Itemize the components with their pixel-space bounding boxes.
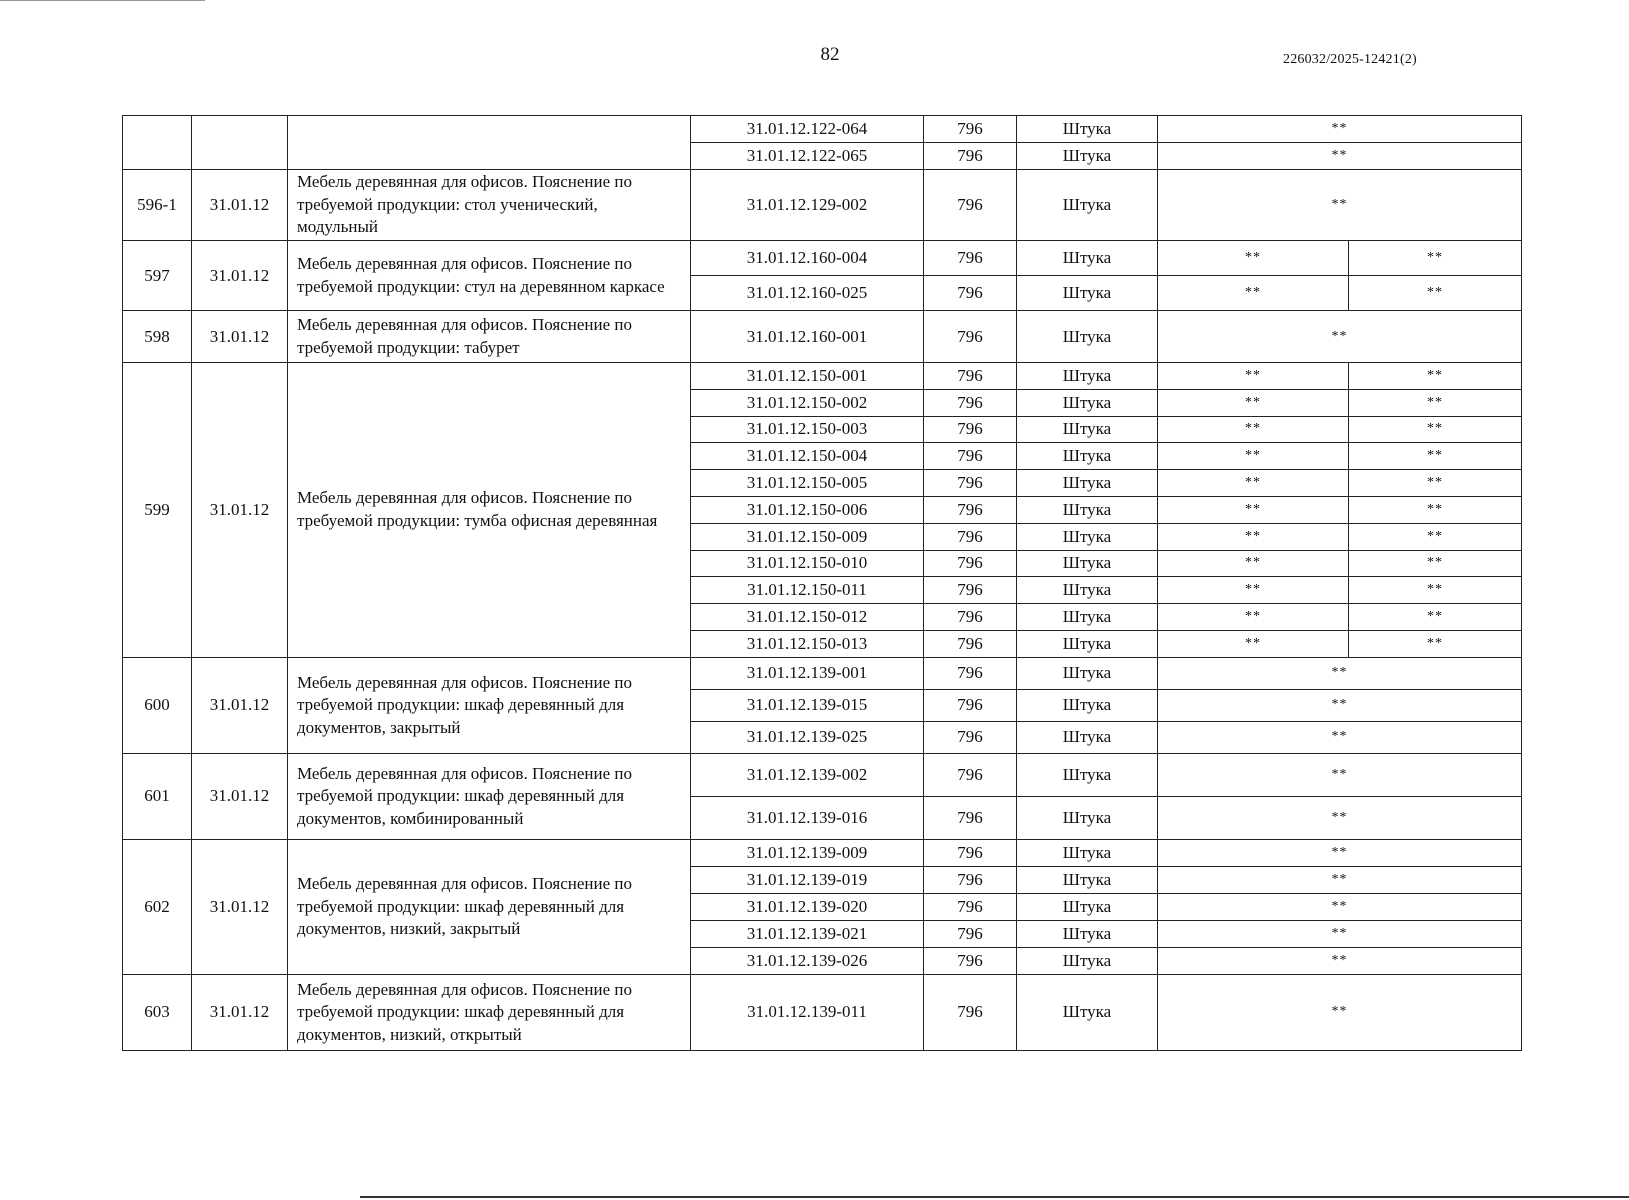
ktru-code-cell: 31.01.12.139-019 xyxy=(691,866,924,893)
table-row xyxy=(123,311,1522,363)
unit-name-cell: Штука xyxy=(1017,443,1158,470)
mark-cell: ** xyxy=(1158,496,1349,523)
unit-name-cell: Штука xyxy=(1017,241,1158,276)
okpd-code-cell: 31.01.12 xyxy=(192,170,288,241)
mark-cell: ** xyxy=(1158,604,1349,631)
unit-name-cell: Штука xyxy=(1017,753,1158,796)
unit-code-cell: 796 xyxy=(924,389,1017,416)
mark-cell: ** xyxy=(1349,416,1522,443)
ktru-code-cell: 31.01.12.139-001 xyxy=(691,657,924,689)
mark-cell: ** xyxy=(1349,470,1522,497)
ktru-code-cell: 31.01.12.139-016 xyxy=(691,796,924,839)
mark-cell: ** xyxy=(1158,689,1522,721)
unit-name-cell: Штука xyxy=(1017,657,1158,689)
ktru-code-cell: 31.01.12.150-011 xyxy=(691,577,924,604)
row-number-cell xyxy=(123,116,192,170)
unit-name-cell: Штука xyxy=(1017,866,1158,893)
mark-cell: ** xyxy=(1158,893,1522,920)
mark-cell: ** xyxy=(1158,116,1522,143)
mark-cell: ** xyxy=(1158,550,1349,577)
unit-name-cell: Штука xyxy=(1017,311,1158,363)
mark-cell: ** xyxy=(1158,241,1349,276)
unit-code-cell: 796 xyxy=(924,753,1017,796)
top-scan-rule xyxy=(0,0,205,1)
mark-cell: ** xyxy=(1158,577,1349,604)
unit-code-cell: 796 xyxy=(924,550,1017,577)
unit-code-cell: 796 xyxy=(924,116,1017,143)
mark-cell: ** xyxy=(1158,657,1522,689)
mark-cell: ** xyxy=(1158,753,1522,796)
mark-cell: ** xyxy=(1349,550,1522,577)
table-row xyxy=(123,974,1522,1050)
description-cell: Мебель деревянная для офисов. Пояснение по требуемой продукции: шкаф деревянный для документов, низкий, открытый xyxy=(288,974,691,1050)
ktru-code-cell: 31.01.12.139-002 xyxy=(691,753,924,796)
unit-name-cell: Штука xyxy=(1017,577,1158,604)
okpd-code-cell: 31.01.12 xyxy=(192,839,288,974)
unit-name-cell: Штука xyxy=(1017,604,1158,631)
mark-cell: ** xyxy=(1349,604,1522,631)
okpd-code-cell: 31.01.12 xyxy=(192,241,288,311)
unit-name-cell: Штука xyxy=(1017,116,1158,143)
ktru-code-cell: 31.01.12.139-020 xyxy=(691,893,924,920)
unit-name-cell: Штука xyxy=(1017,363,1158,390)
ktru-code-cell: 31.01.12.122-064 xyxy=(691,116,924,143)
description-cell xyxy=(288,116,691,170)
mark-cell: ** xyxy=(1349,630,1522,657)
unit-code-cell: 796 xyxy=(924,170,1017,241)
table-row xyxy=(123,657,1522,689)
ktru-code-cell: 31.01.12.150-010 xyxy=(691,550,924,577)
ktru-code-cell: 31.01.12.139-015 xyxy=(691,689,924,721)
mark-cell: ** xyxy=(1158,630,1349,657)
table-row xyxy=(123,116,1522,143)
row-number-cell: 600 xyxy=(123,657,192,753)
mark-cell: ** xyxy=(1158,389,1349,416)
mark-cell: ** xyxy=(1158,311,1522,363)
unit-name-cell: Штука xyxy=(1017,496,1158,523)
description-cell: Мебель деревянная для офисов. Пояснение по требуемой продукции: шкаф деревянный для документов, комбинированный xyxy=(288,753,691,839)
bottom-scan-rule xyxy=(360,1196,1629,1198)
unit-name-cell: Штука xyxy=(1017,143,1158,170)
ktru-code-cell: 31.01.12.139-009 xyxy=(691,839,924,866)
row-number-cell: 601 xyxy=(123,753,192,839)
unit-code-cell: 796 xyxy=(924,893,1017,920)
ktru-code-cell: 31.01.12.160-025 xyxy=(691,276,924,311)
mark-cell: ** xyxy=(1158,866,1522,893)
mark-cell: ** xyxy=(1158,721,1522,753)
ktru-code-cell: 31.01.12.139-021 xyxy=(691,920,924,947)
mark-cell: ** xyxy=(1158,443,1349,470)
ktru-code-cell: 31.01.12.150-012 xyxy=(691,604,924,631)
mark-cell: ** xyxy=(1158,839,1522,866)
unit-name-cell: Штука xyxy=(1017,276,1158,311)
unit-code-cell: 796 xyxy=(924,657,1017,689)
unit-code-cell: 796 xyxy=(924,689,1017,721)
unit-code-cell: 796 xyxy=(924,604,1017,631)
unit-code-cell: 796 xyxy=(924,920,1017,947)
unit-name-cell: Штука xyxy=(1017,947,1158,974)
ktru-code-cell: 31.01.12.160-001 xyxy=(691,311,924,363)
unit-code-cell: 796 xyxy=(924,143,1017,170)
mark-cell: ** xyxy=(1349,276,1522,311)
unit-name-cell: Штука xyxy=(1017,170,1158,241)
mark-cell: ** xyxy=(1158,947,1522,974)
ktru-code-cell: 31.01.12.150-009 xyxy=(691,523,924,550)
mark-cell: ** xyxy=(1158,170,1522,241)
ktru-code-cell: 31.01.12.160-004 xyxy=(691,241,924,276)
okpd-code-cell: 31.01.12 xyxy=(192,974,288,1050)
unit-code-cell: 796 xyxy=(924,947,1017,974)
row-number-cell: 598 xyxy=(123,311,192,363)
unit-name-cell: Штука xyxy=(1017,550,1158,577)
ktru-code-cell: 31.01.12.139-011 xyxy=(691,974,924,1050)
row-number-cell: 596-1 xyxy=(123,170,192,241)
description-cell: Мебель деревянная для офисов. Пояснение по требуемой продукции: шкаф деревянный для документов, закрытый xyxy=(288,657,691,753)
ktru-code-cell: 31.01.12.150-002 xyxy=(691,389,924,416)
mark-cell: ** xyxy=(1349,389,1522,416)
ktru-code-cell: 31.01.12.122-065 xyxy=(691,143,924,170)
okpd-code-cell: 31.01.12 xyxy=(192,311,288,363)
unit-code-cell: 796 xyxy=(924,311,1017,363)
unit-code-cell: 796 xyxy=(924,577,1017,604)
unit-code-cell: 796 xyxy=(924,241,1017,276)
ktru-code-cell: 31.01.12.150-005 xyxy=(691,470,924,497)
unit-code-cell: 796 xyxy=(924,796,1017,839)
unit-code-cell: 796 xyxy=(924,416,1017,443)
unit-name-cell: Штука xyxy=(1017,920,1158,947)
unit-code-cell: 796 xyxy=(924,523,1017,550)
unit-name-cell: Штука xyxy=(1017,796,1158,839)
table-row xyxy=(123,753,1522,796)
okpd-code-cell xyxy=(192,116,288,170)
mark-cell: ** xyxy=(1349,443,1522,470)
description-cell: Мебель деревянная для офисов. Пояснение по требуемой продукции: шкаф деревянный для документов, низкий, закрытый xyxy=(288,839,691,974)
unit-name-cell: Штука xyxy=(1017,839,1158,866)
unit-code-cell: 796 xyxy=(924,470,1017,497)
okpd-code-cell: 31.01.12 xyxy=(192,657,288,753)
unit-name-cell: Штука xyxy=(1017,470,1158,497)
mark-cell: ** xyxy=(1158,416,1349,443)
okpd-code-cell: 31.01.12 xyxy=(192,753,288,839)
mark-cell: ** xyxy=(1349,577,1522,604)
document-reference: 226032/2025-12421(2) xyxy=(1283,52,1417,67)
ktru-code-cell: 31.01.12.150-006 xyxy=(691,496,924,523)
mark-cell: ** xyxy=(1349,496,1522,523)
mark-cell: ** xyxy=(1349,241,1522,276)
mark-cell: ** xyxy=(1158,470,1349,497)
row-number-cell: 603 xyxy=(123,974,192,1050)
unit-name-cell: Штука xyxy=(1017,689,1158,721)
ktru-code-cell: 31.01.12.150-001 xyxy=(691,363,924,390)
description-cell: Мебель деревянная для офисов. Пояснение по требуемой продукции: стол ученический, модульный xyxy=(288,170,691,241)
mark-cell: ** xyxy=(1158,920,1522,947)
unit-code-cell: 796 xyxy=(924,721,1017,753)
ktru-code-cell: 31.01.12.139-025 xyxy=(691,721,924,753)
description-cell: Мебель деревянная для офисов. Пояснение по требуемой продукции: стул на деревянном каркасе xyxy=(288,241,691,311)
table-row xyxy=(123,170,1522,241)
mark-cell: ** xyxy=(1349,363,1522,390)
mark-cell: ** xyxy=(1349,523,1522,550)
mark-cell: ** xyxy=(1158,143,1522,170)
unit-code-cell: 796 xyxy=(924,866,1017,893)
ktru-code-cell: 31.01.12.150-004 xyxy=(691,443,924,470)
row-number-cell: 602 xyxy=(123,839,192,974)
mark-cell: ** xyxy=(1158,276,1349,311)
okpd-code-cell: 31.01.12 xyxy=(192,363,288,658)
unit-code-cell: 796 xyxy=(924,630,1017,657)
ktru-code-cell: 31.01.12.129-002 xyxy=(691,170,924,241)
mark-cell: ** xyxy=(1158,523,1349,550)
ktru-code-cell: 31.01.12.150-003 xyxy=(691,416,924,443)
unit-name-cell: Штука xyxy=(1017,630,1158,657)
unit-name-cell: Штука xyxy=(1017,523,1158,550)
unit-code-cell: 796 xyxy=(924,363,1017,390)
unit-code-cell: 796 xyxy=(924,496,1017,523)
ktru-code-cell: 31.01.12.139-026 xyxy=(691,947,924,974)
unit-code-cell: 796 xyxy=(924,276,1017,311)
unit-name-cell: Штука xyxy=(1017,721,1158,753)
row-number-cell: 599 xyxy=(123,363,192,658)
mark-cell: ** xyxy=(1158,363,1349,390)
unit-name-cell: Штука xyxy=(1017,389,1158,416)
unit-code-cell: 796 xyxy=(924,839,1017,866)
products-table xyxy=(122,115,1522,1051)
ktru-code-cell: 31.01.12.150-013 xyxy=(691,630,924,657)
unit-code-cell: 796 xyxy=(924,443,1017,470)
unit-name-cell: Штука xyxy=(1017,893,1158,920)
description-cell: Мебель деревянная для офисов. Пояснение по требуемой продукции: тумба офисная деревянная xyxy=(288,363,691,658)
table-row xyxy=(123,363,1522,390)
description-cell: Мебель деревянная для офисов. Пояснение по требуемой продукции: табурет xyxy=(288,311,691,363)
unit-code-cell: 796 xyxy=(924,974,1017,1050)
mark-cell: ** xyxy=(1158,974,1522,1050)
unit-name-cell: Штука xyxy=(1017,416,1158,443)
row-number-cell: 597 xyxy=(123,241,192,311)
page-number: 82 xyxy=(820,44,840,65)
table-row xyxy=(123,839,1522,866)
mark-cell: ** xyxy=(1158,796,1522,839)
unit-name-cell: Штука xyxy=(1017,974,1158,1050)
table-row xyxy=(123,241,1522,276)
